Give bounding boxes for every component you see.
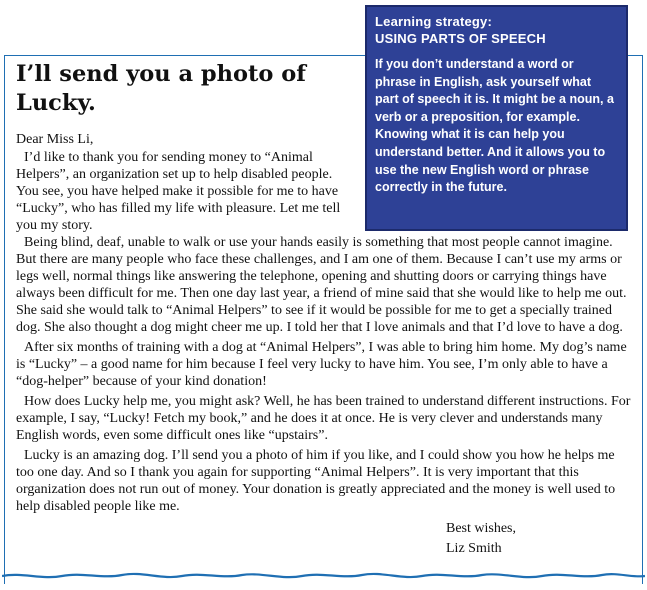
paragraph-3: After six months of training with a dog at “Animal Helpers”, I was able to bring him home. My dog’s name is “Lucky” – a good name for him because I feel very lucky to have him. You see, I’m only able to have a “dog-helper” because of your kind donation!: [16, 340, 627, 389]
strategy-title-line-1: Learning strategy:: [375, 14, 493, 29]
closing-block: [16, 519, 631, 559]
paragraph-4: How does Lucky help me, you might ask? Well, he has been trained to understand different instructions. For example, I say, “Lucky! Fetch my book,” and he does it at once. He is very clever and understands many English words, even some difficult ones like “upstairs”.: [16, 394, 631, 443]
paragraph-2: Being blind, deaf, unable to walk or use your hands easily is something that most people cannot imagine. But there are many people who face these challenges, and I am one of them. Because I can’t use my arms or legs well, normal things like answering the telephone, opening and shutting doors or carrying things have always been difficult for me. Then one day last year, a friend of mine said that she would like to help me out. She said she would talk to “Animal Helpers” to see if it would be possible for me to get a specially trained dog. She also thought a dog might cheer me up. I told her that I love animals and that I’d love to have a dog.: [16, 235, 627, 335]
paragraph-5: Lucky is an amazing dog. I’ll send you a photo of him if you like, and I could show you how he helps me too one day. And so I thank you again for supporting “Animal Helpers”. It is very important that this organization does not run out of money. Your donation is greatly appreciated and the money is well used to help disabled people like me.: [16, 448, 616, 514]
strategy-title-line-2: USING PARTS OF SPEECH: [375, 31, 546, 46]
salutation: Dear Miss Li,: [16, 132, 94, 147]
strategy-title: [367, 7, 626, 47]
torn-bottom-edge: [2, 570, 645, 586]
closing: Best wishes,: [446, 521, 516, 536]
signature: Liz Smith: [446, 541, 502, 556]
learning-strategy-box: [365, 5, 628, 231]
strategy-body: If you don’t understand a word or phrase in English, ask yourself what part of speech it is. It might be a noun, a verb or a preposition, for example. Knowing what it is can help you understand better. And it allows you to use the new English word or phrase correctly in the future.: [375, 57, 614, 195]
paragraph-1: I’d like to thank you for sending money to “Animal Helpers”, an organization set up to help disabled people. You see, you have helped make it possible for me to have “Lucky”, who has filled my life with pleasure. Let me tell you my story.: [16, 150, 341, 233]
letter-title: I’ll send you a photo of Lucky.: [16, 61, 306, 116]
